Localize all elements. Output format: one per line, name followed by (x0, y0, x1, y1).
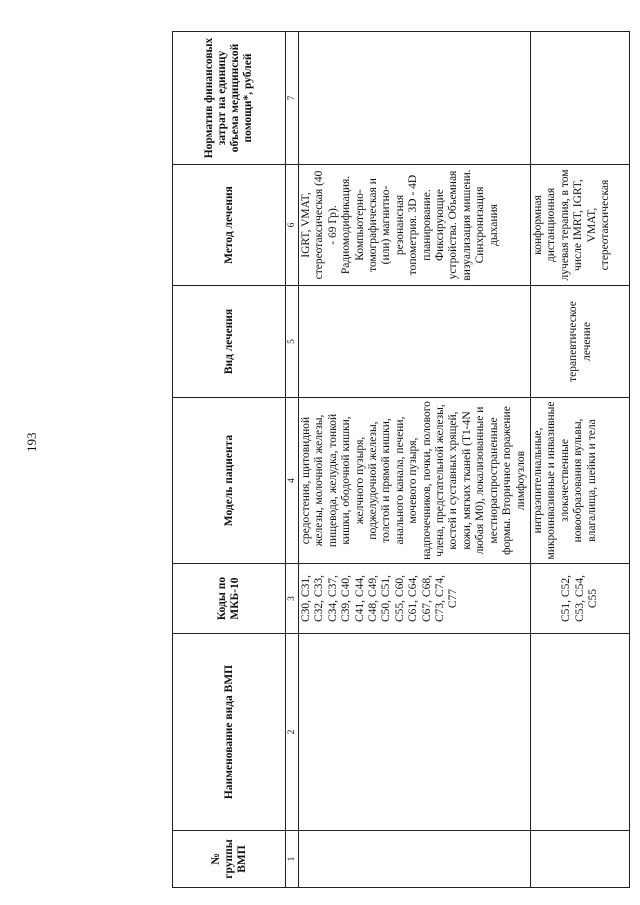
table-row (299, 32, 531, 888)
vmp-table-rotated (172, 32, 630, 888)
cell-treatment-method: конформная дистанционная лучевая терапия, в том числе IMRT, IGRT, VMAT, стереотаксическая (531, 165, 630, 286)
header-cost-norm: Норматив финансовых затрат на единицу объема медицинской помощи*, рублей (173, 32, 286, 165)
cell-icd-codes: C30, C31, C32, C33, C34, C37, C39, C40, C41, C44, C48, C49, C50, C51, C55, C60, C61, C64, C67, C68, C73, C74, C77 (299, 564, 531, 634)
cell-vmp-name (299, 634, 531, 831)
header-row (173, 32, 286, 888)
cell-cost-norm (531, 32, 630, 165)
header-group-number: № группы ВМП (173, 831, 286, 888)
header-patient-model: Модель пациента (173, 398, 286, 564)
table-row (531, 32, 630, 888)
column-number-row (286, 32, 299, 888)
header-icd-codes: Коды по МКБ-10 (173, 564, 286, 634)
cell-group-number (299, 831, 531, 888)
cell-patient-model: интраэпителиальные, микроинвазивные и инвазивные злокачественные новообразования вульвы, влагалища, шейки и тела (531, 398, 630, 564)
column-number-6: 6 (286, 165, 299, 286)
cell-treatment-type: терапевтическое лечение (531, 286, 630, 398)
cell-treatment-method: IGRT, VMAT, стереотаксическая (40 - 69 Гр). Радиомодификация. Компьютерно-томографическая и (или) магнитно-резонансная топометрия. 3D - 4D планирование. Фиксирующие устройства. Объемная визуализация мишени. Синхронизация дыхания (299, 165, 531, 286)
header-vmp-name: Наименование вида ВМП (173, 634, 286, 831)
column-number-7: 7 (286, 32, 299, 165)
vmp-table (172, 31, 630, 888)
cell-patient-model: средостения, щитовидной железы, молочной железы, пищевода, желудка, тонкой кишки, ободочной кишки, желчного пузыря, поджелудочной железы, толстой и прямой кишки, анального канала, печени, мочевого пузыря, надпочечников, почки, полового члена, предстательной железы, костей и суставных хрящей, кожи, мягких тканей (T1-4N любая M0), локализованные и местнораспространенные формы. Вторичное поражение лимфоузлов (299, 398, 531, 564)
column-number-2: 2 (286, 634, 299, 831)
cell-cost-norm (299, 32, 531, 165)
cell-vmp-name (531, 634, 630, 831)
page-number: 193 (24, 432, 39, 452)
column-number-4: 4 (286, 398, 299, 564)
column-number-1: 1 (286, 831, 299, 888)
column-number-3: 3 (286, 564, 299, 634)
header-treatment-type: Вид лечения (173, 286, 286, 398)
cell-group-number (531, 831, 630, 888)
cell-icd-codes: C51, C52, C53, C54, C55 (531, 564, 630, 634)
cell-treatment-type (299, 286, 531, 398)
column-number-5: 5 (286, 286, 299, 398)
header-treatment-method: Метод лечения (173, 165, 286, 286)
